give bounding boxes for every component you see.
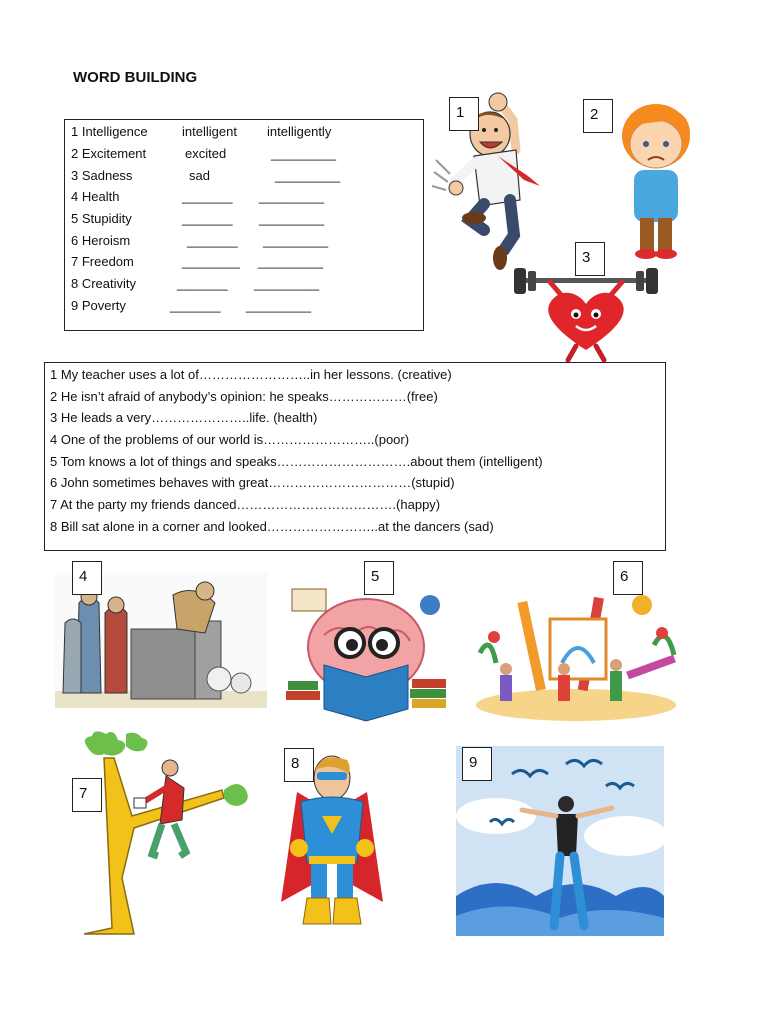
picture-number-4: 4 (72, 561, 102, 595)
adverb-cell: intelligently (267, 124, 332, 139)
adverb-cell: _________ (259, 211, 325, 226)
man-cutting-branch-illustration (74, 728, 254, 936)
sentence: 8 Bill sat alone in a corner and looked……………………..at the dancers (sad) (50, 519, 494, 534)
adjective-cell: ________ (182, 254, 240, 269)
sad-boy-illustration (610, 98, 700, 263)
adjective-cell: _______ (187, 233, 238, 248)
sentence: 1 My teacher uses a lot of……………………..in her lessons. (creative) (50, 367, 452, 382)
adjective-cell: _______ (182, 189, 233, 204)
picture-number-3: 3 (575, 242, 605, 276)
adverb-cell: _________ (259, 189, 325, 204)
adverb-cell: _________ (275, 168, 341, 183)
heart-weightlifter-illustration (512, 262, 660, 362)
picture-number-5: 5 (364, 561, 394, 595)
adverb-cell: _________ (254, 276, 320, 291)
page-title: WORD BUILDING (73, 69, 198, 86)
sentence-exercise (44, 362, 666, 551)
adjective-cell: sad (189, 168, 210, 183)
adverb-cell: _________ (258, 254, 324, 269)
noun-cell: 7 Freedom (71, 254, 134, 269)
noun-cell: 2 Excitement (71, 146, 147, 161)
adjective-cell: intelligent (182, 124, 237, 139)
adverb-cell: _________ (271, 146, 337, 161)
noun-cell: 8 Creativity (71, 276, 137, 291)
adjective-cell: _______ (177, 276, 228, 291)
noun-cell: 6 Heroism (71, 233, 131, 248)
excited-man-illustration (428, 90, 558, 275)
sentence: 5 Tom knows a lot of things and speaks………………………….about them (intelligent) (50, 454, 543, 469)
noun-cell: 3 Sadness (71, 168, 133, 183)
adjective-cell: _______ (170, 298, 221, 313)
adjective-cell: excited (185, 146, 227, 161)
adverb-cell: _________ (263, 233, 329, 248)
sentence: 4 One of the problems of our world is……………………..(poor) (50, 432, 410, 447)
noun-cell: 4 Health (71, 189, 120, 204)
sentence: 7 At the party my friends danced……………………………….(happy) (50, 497, 441, 512)
picture-number-9: 9 (462, 747, 492, 781)
sentence: 2 He isn’t afraid of anybody’s opinion: he speaks………………(free) (50, 389, 438, 404)
picture-number-1: 1 (449, 97, 479, 131)
word-table (64, 119, 424, 331)
picture-number-2: 2 (583, 99, 613, 133)
creativity-illustration (466, 593, 688, 723)
noun-cell: 9 Poverty (71, 298, 126, 313)
picture-number-6: 6 (613, 561, 643, 595)
picture-number-8: 8 (284, 748, 314, 782)
intelligent-brain-illustration (284, 585, 450, 725)
picture-number-7: 7 (72, 778, 102, 812)
noun-cell: 1 Intelligence (71, 124, 148, 139)
sentence: 6 John sometimes behaves with great……………………………(stupid) (50, 475, 455, 490)
sentence: 3 He leads a very…………………..life. (health) (50, 410, 318, 425)
adverb-cell: _________ (246, 298, 312, 313)
noun-cell: 5 Stupidity (71, 211, 132, 226)
adjective-cell: _______ (182, 211, 233, 226)
